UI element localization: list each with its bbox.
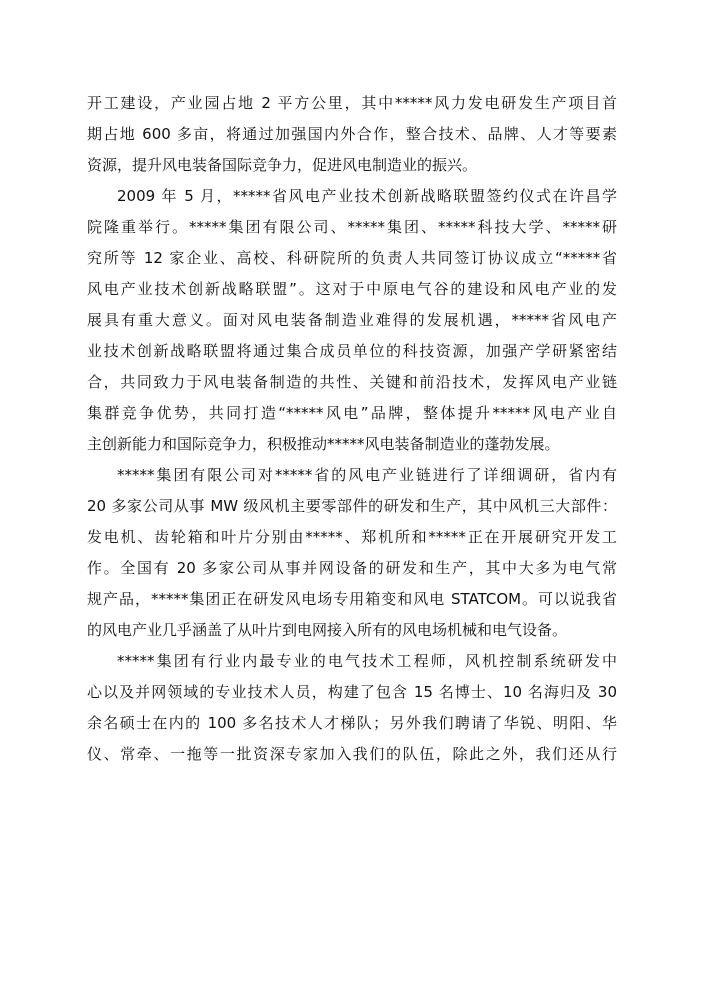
text-line: *****集团有限公司对*****省的风电产业链进行了详细调研，省内有 — [117, 466, 617, 484]
text-line: 主创新能力和国际竞争力，积极推动*****风电装备制造业的蓬勃发展。 — [87, 435, 560, 453]
document-body — [87, 88, 617, 770]
text-line: 展具有重大意义。面对风电装备制造业难得的发展机遇，*****省风电产 — [87, 311, 617, 329]
text-line: 院隆重举行。*****集团有限公司、*****集团、*****科技大学、*****研 — [87, 218, 617, 236]
text-line: 开工建设，产业园占地 2 平方公里，其中*****风力发电研发生产项目首 — [87, 94, 617, 112]
text-line: 心以及并网领域的专业技术人员，构建了包含 15 名博士、10 名海归及 30 — [87, 683, 617, 701]
text-line: 究所等 12 家企业、高校、科研院所的负责人共同签订协议成立“*****省 — [87, 249, 617, 267]
text-line: 合，共同致力于风电装备制造的共性、关键和前沿技术，发挥风电产业链 — [87, 373, 617, 391]
text-line: 的风电产业几乎涵盖了从叶片到电网接入所有的风电场机械和电气设备。 — [87, 621, 568, 639]
text-line: 20 多家公司从事 MW 级风机主要零部件的研发和生产，其中风机三大部件： — [87, 497, 617, 515]
text-line: 2009 年 5 月，*****省风电产业技术创新战略联盟签约仪式在许昌学 — [117, 187, 617, 205]
paragraph-park-construction — [87, 88, 617, 181]
text-line: 风电产业技术创新战略联盟”。这对于中原电气谷的建设和风电产业的发 — [87, 280, 617, 298]
paragraph-alliance-signing — [87, 181, 617, 460]
text-line: 规产品，*****集团正在研发风电场专用箱变和风电 STATCOM。可以说我省 — [87, 590, 617, 608]
text-line: 余名硕士在内的 100 多名技术人才梯队；另外我们聘请了华锐、明阳、华 — [87, 714, 617, 732]
text-line: 业技术创新战略联盟将通过集合成员单位的科技资源，加强产学研紧密结 — [87, 342, 617, 360]
text-line: *****集团有行业内最专业的电气技术工程师，风机控制系统研发中 — [117, 652, 617, 670]
text-line: 资源，提升风电装备国际竞争力，促进风电制造业的振兴。 — [87, 156, 478, 174]
paragraph-technical-team — [87, 646, 617, 770]
text-line: 仪、常牵、一拖等一批资深专家加入我们的队伍，除此之外，我们还从行 — [87, 745, 617, 763]
text-line: 期占地 600 多亩，将通过加强国内外合作，整合技术、品牌、人才等要素 — [87, 125, 617, 143]
paragraph-industry-chain-survey — [87, 460, 617, 646]
text-line: 发电机、齿轮箱和叶片分别由*****、郑机所和*****正在开展研究开发工 — [87, 528, 617, 546]
text-line: 集群竞争优势，共同打造“*****风电”品牌，整体提升*****风电产业自 — [87, 404, 617, 422]
text-line: 作。全国有 20 多家公司从事并网设备的研发和生产，其中大多为电气常 — [87, 559, 617, 577]
